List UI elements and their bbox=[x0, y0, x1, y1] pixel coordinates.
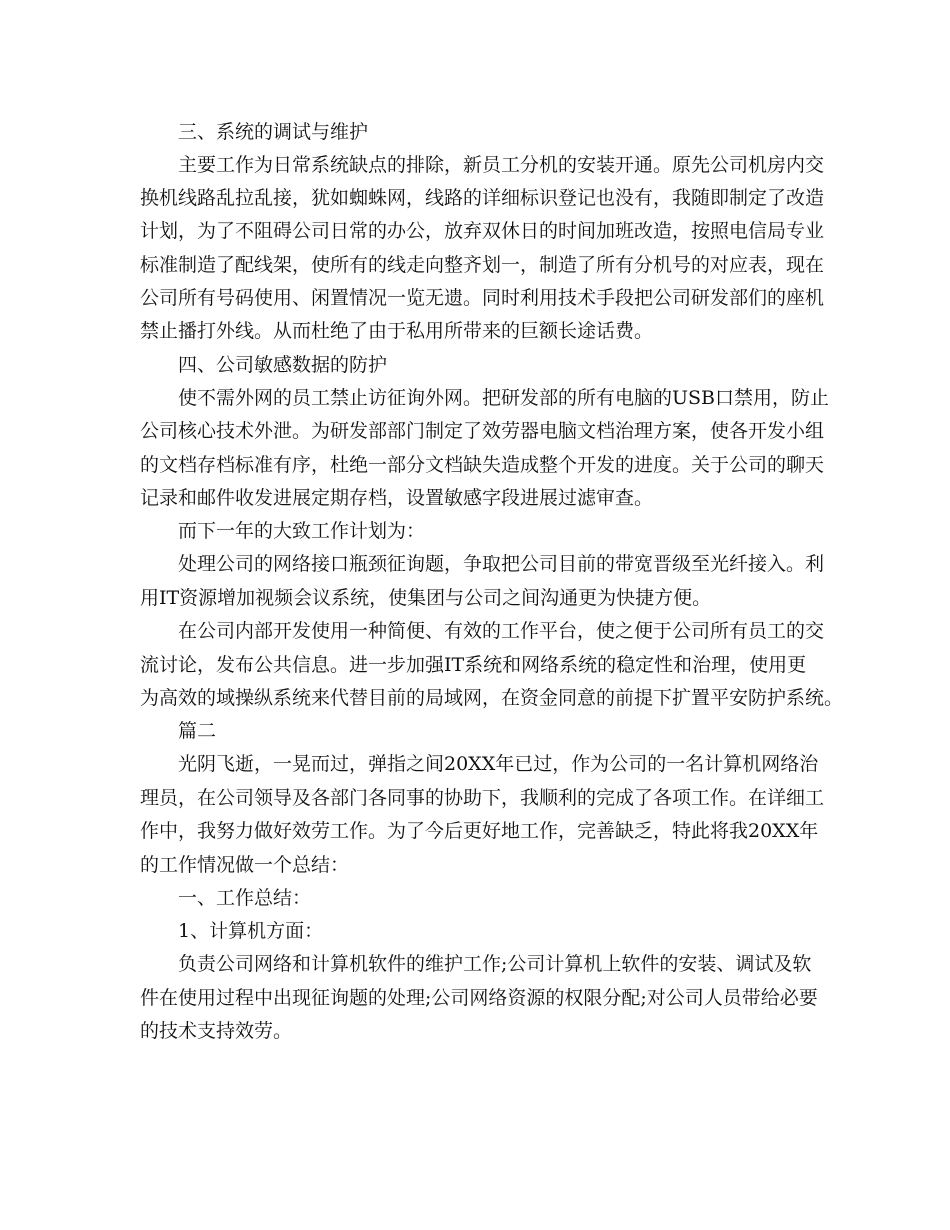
paragraph-line: 主要工作为日常系统缺点的排除，新员工分机的安装开通。原先公司机房内交 bbox=[178, 154, 825, 176]
paragraph-line: 件在使用过程中出现征询题的处理;公司网络资源的权限分配;对公司人员带给必要 bbox=[140, 987, 818, 1009]
paragraph-line: 光阴飞逝，一晃而过，弹指之间20XX年已过，作为公司的一名计算机网络治 bbox=[178, 753, 819, 775]
section-heading: 篇二 bbox=[178, 720, 217, 742]
paragraph-line: 为高效的域操纵系统来代替目前的局域网，在资金同意的前提下扩置平安防护系统。 bbox=[140, 687, 844, 709]
paragraph-line: 的文档存档标准有序，杜绝一部分文档缺失造成整个开发的进度。关于公司的聊天 bbox=[140, 454, 825, 476]
sub-heading: 1、计算机方面： bbox=[178, 920, 324, 942]
paragraph-line: 作中，我努力做好效劳工作。为了今后更好地工作，完善缺乏，特此将我20XX年 bbox=[140, 820, 819, 842]
paragraph-line: 公司所有号码使用、闲置情况一览无遗。同时利用技术手段把公司研发部们的座机 bbox=[140, 287, 825, 309]
paragraph-line: 流讨论，发布公共信息。进一步加强IT系统和网络系统的稳定性和治理，使用更 bbox=[140, 654, 807, 676]
paragraph-line: 记录和邮件收发进展定期存档，设置敏感字段进展过滤审查。 bbox=[140, 487, 654, 509]
paragraph-line: 理员，在公司领导及各部门各同事的协助下，我顺利的完成了各项工作。在详细工 bbox=[140, 787, 825, 809]
section-heading: 一、工作总结： bbox=[178, 887, 312, 909]
paragraph-line: 在公司内部开发使用一种简便、有效的工作平台，使之便于公司所有员工的交 bbox=[178, 620, 825, 642]
paragraph-line: 负责公司网络和计算机软件的维护工作;公司计算机上软件的安装、调试及软 bbox=[178, 953, 812, 975]
section-heading: 四、公司敏感数据的防护 bbox=[178, 354, 388, 376]
paragraph-line: 禁止播打外线。从而杜绝了由于私用所带来的巨额长途话费。 bbox=[140, 320, 654, 342]
paragraph-line: 而下一年的大致工作计划为： bbox=[178, 520, 426, 542]
paragraph-line: 公司核心技术外泄。为研发部部门制定了效劳器电脑文档治理方案，使各开发小组 bbox=[140, 420, 825, 442]
section-heading: 三、系统的调试与维护 bbox=[178, 121, 369, 143]
paragraph-line: 使不需外网的员工禁止访征询外网。把研发部的所有电脑的USB口禁用，防止 bbox=[178, 387, 829, 409]
paragraph-line: 计划，为了不阻碍公司日常的办公，放弃双休日的时间加班改造，按照电信局专业 bbox=[140, 220, 825, 242]
paragraph-line: 处理公司的网络接口瓶颈征询题，争取把公司目前的带宽晋级至光纤接入。利 bbox=[178, 553, 825, 575]
paragraph-line: 的工作情况做一个总结： bbox=[140, 854, 350, 876]
paragraph-line: 换机线路乱拉乱接，犹如蜘蛛网，线路的详细标识登记也没有，我随即制定了改造 bbox=[140, 187, 825, 209]
paragraph-line: 用IT资源增加视频会议系统，使集团与公司之间沟通更为快捷方便。 bbox=[140, 587, 712, 609]
paragraph-line: 的技术支持效劳。 bbox=[140, 1020, 293, 1042]
paragraph-line: 标准制造了配线架，使所有的线走向整齐划一，制造了所有分机号的对应表，现在 bbox=[140, 254, 825, 276]
